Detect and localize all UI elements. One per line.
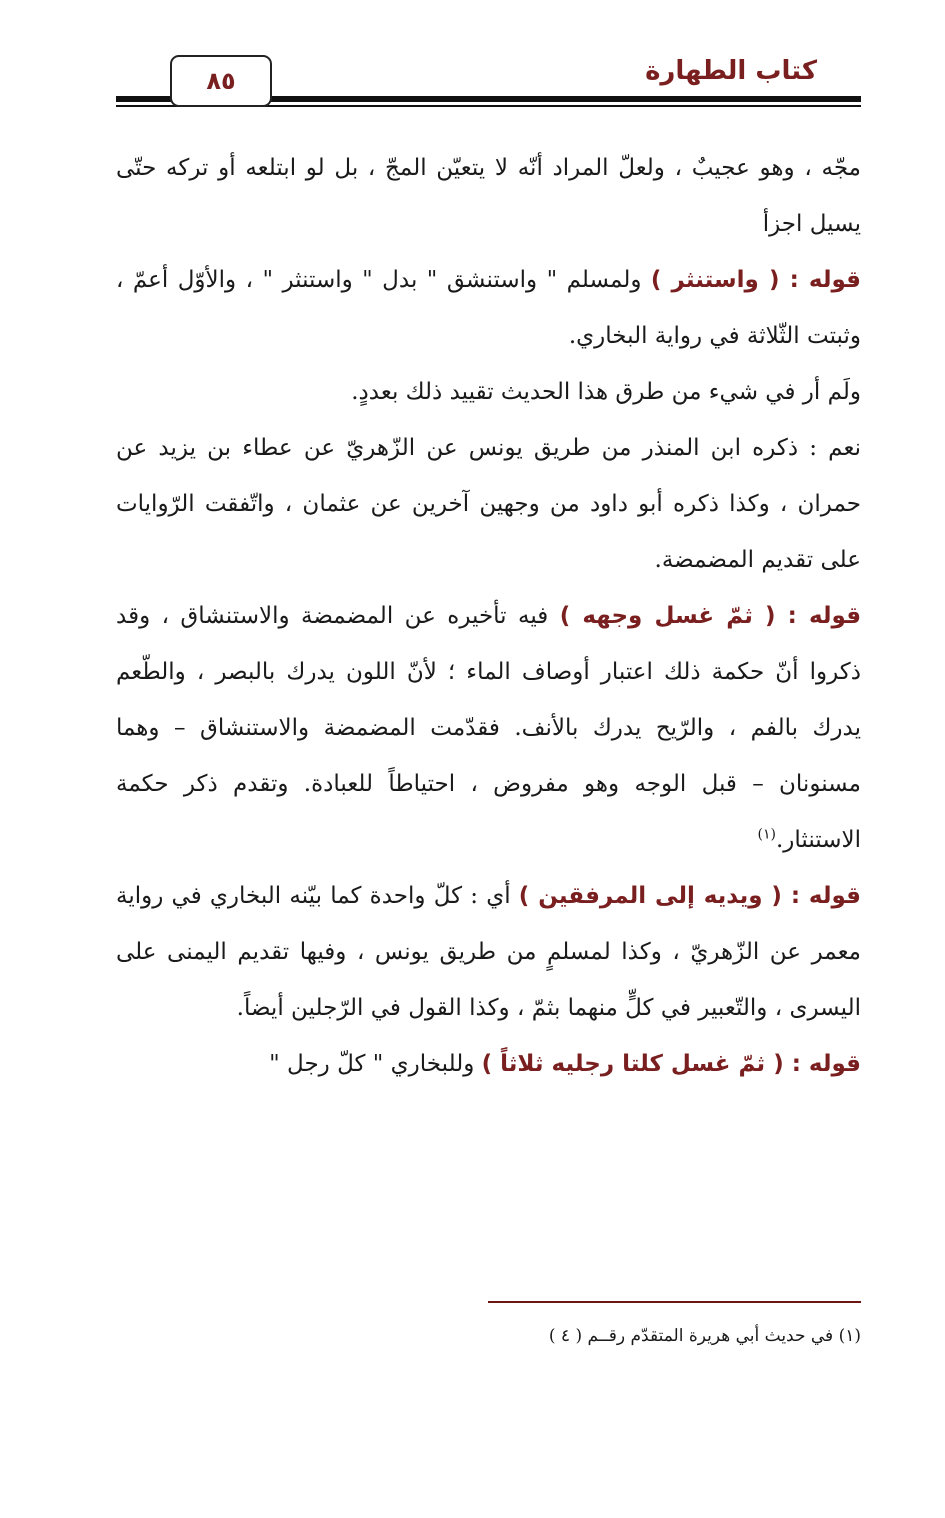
paragraph-7-label: قوله : ( ثمّ غسل كلتا رجليه ثلاثاً ) — [481, 1051, 861, 1077]
paragraph-2 — [116, 252, 861, 364]
paragraph-2-label: قوله : ( واستنثر ) — [650, 267, 861, 293]
main-text — [116, 140, 861, 1092]
paragraph-1 — [116, 140, 861, 252]
paragraph-5-label: قوله : ( ثمّ غسل وجهه ) — [559, 603, 862, 629]
footnote-separator — [488, 1301, 861, 1303]
paragraph-2-text: ولمسلم " واستنشق " بدل " واستنثر " ، والأوّل أعمّ ، وثبتت الثّلاثة في رواية البخاري. — [116, 267, 861, 349]
chapter-title: كتاب الطهارة — [645, 56, 817, 86]
page-header — [116, 50, 861, 110]
paragraph-4 — [116, 420, 861, 588]
page-number: ٨٥ — [170, 55, 272, 107]
footnote: (١) في حديث أبي هريرة المتقدّم رقــم ( ٤ ) — [548, 1326, 861, 1346]
footnote-reference: (١) — [757, 826, 776, 843]
paragraph-4-text: نعم : ذكره ابن المنذر من طريق يونس عن الزّهريّ عن عطاء بن يزيد عن حمران ، وكذا ذكره أبو داود من وجهين آخرين عن عثمان ، واتّفقت الرّوايات على تقديم المضمضة. — [116, 435, 861, 573]
paragraph-1-text: مجّه ، وهو عجيبٌ ، ولعلّ المراد أنّه لا يتعيّن المجّ ، بل لو ابتلعه أو تركه حتّى يسيل اجزأ — [116, 155, 861, 237]
paragraph-3 — [116, 364, 861, 420]
paragraph-5 — [116, 588, 861, 868]
paragraph-7-text: وللبخاري " كلّ رجل " — [269, 1051, 482, 1077]
paragraph-3-text: ولَم أر في شيء من طرق هذا الحديث تقييد ذلك بعددٍ. — [351, 379, 861, 405]
paragraph-6-label: قوله : ( ويديه إلى المرفقين ) — [518, 883, 861, 909]
paragraph-6-text: أي : كلّ واحدة كما بيّنه البخاري في رواية معمر عن الزّهريّ ، وكذا لمسلمٍ من طريق يونس ، وفيها تقديم اليمنى على اليسرى ، والتّعبير في كلٍّ منهما بثمّ ، وكذا القول في الرّجلين أيضاً. — [116, 883, 861, 1021]
paragraph-5-text: فيه تأخيره عن المضمضة والاستنشاق ، وقد ذكروا أنّ حكمة ذلك اعتبار أوصاف الماء ؛ لأنّ اللون يدرك بالبصر ، والطّعم يدرك بالفم ، والرّيح يدرك بالأنف. فقدّمت المضمضة والاستنشاق – وهما مسنونان – قبل الوجه وهو مفروض ، احتياطاً للعبادة. وتقدم ذكر حكمة الاستنثار. — [116, 603, 861, 853]
paragraph-7 — [116, 1036, 861, 1092]
paragraph-6 — [116, 868, 861, 1036]
